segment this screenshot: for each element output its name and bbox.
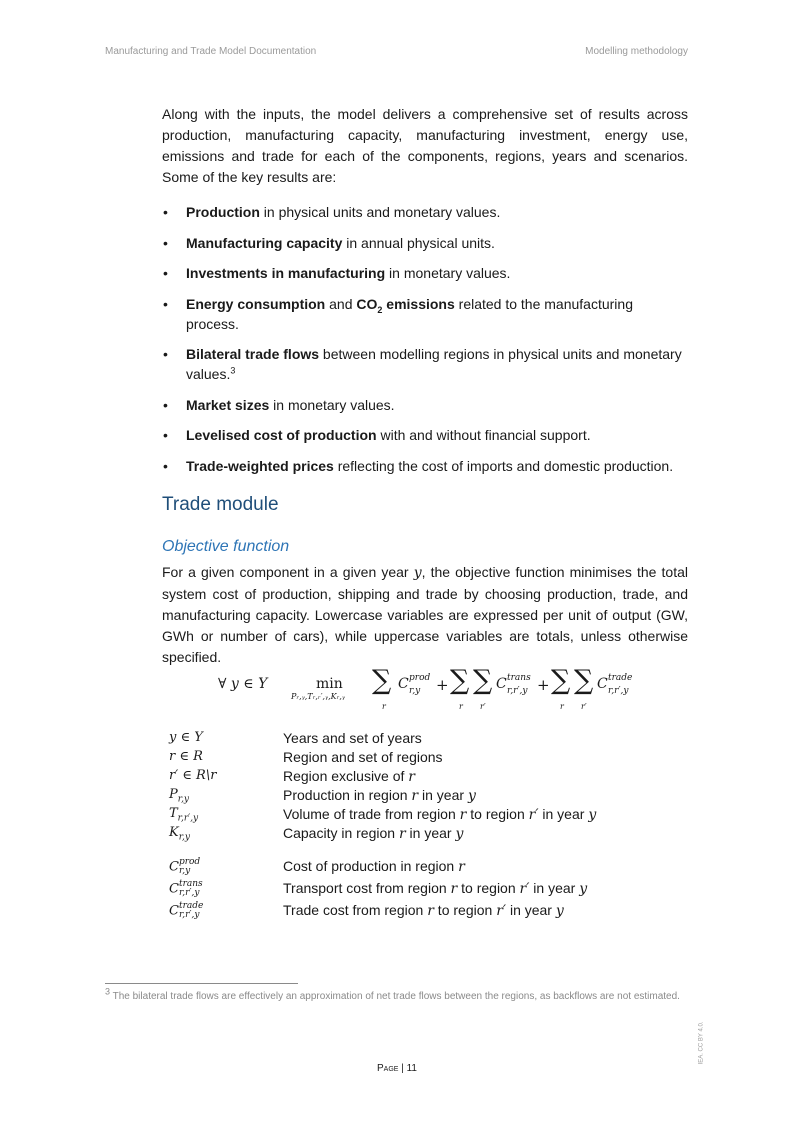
forall-clause: ∀ y ∈ Y [218,676,268,692]
definition-text: Years and set of years [283,730,422,746]
bullet-icon: • [163,265,168,281]
bullet-icon: • [163,396,168,413]
definition-text: Transport cost from region r to region r′ in year y [283,880,588,897]
list-item: • Levelised cost of production with and without financial support. [163,427,591,443]
sum-symbol: ∑ [551,665,571,696]
definition-symbol: Cprod r,y [169,857,201,876]
sum-index: r [560,702,564,711]
list-item: • Trade-weighted prices reflecting the cost of imports and domestic production. [163,457,674,474]
intro-paragraph: Along with the inputs, the model delivers a comprehensive set of results across production, manufacturing capacity, manufacturing investment, energy use, emissions and trade for each of the components, regions, years and scenarios. Some of the key results are: [162,106,688,185]
section-heading: Trade module [162,493,279,515]
definition-row [169,768,669,787]
definition-symbol: r′ ∈ R\r [169,768,217,783]
definition-row [169,749,669,768]
sum-index: r [382,702,386,711]
definition-text: Capacity in region r in year y [283,825,464,842]
min-variables: Pᵣ,ᵧ,Tᵣ,ᵣ′,ᵧ,Kᵣ,ᵧ [291,692,345,701]
sum-index: r [459,702,463,711]
definition-text: Production in region r in year y [283,787,476,804]
list-item: • Manufacturing capacity in annual physical units. [163,234,495,251]
bullet-icon: • [163,457,168,474]
cost-symbol: C [496,676,507,692]
definition-row [169,730,669,749]
objective-paragraph: For a given component in a given year y, the objective function minimises the total system cost of production, shipping and trade by choosing production, trade, and manufacturing capacity. Lowercase variables are expressed per unit of output (GW, GWh or number of cars), while uppercase variables are totals, unless otherwise specified. [162,563,688,665]
cost-subscript: r,y [409,686,421,696]
footnote-divider [105,983,298,984]
footnote-mark: 3 [105,986,111,997]
page-number: Page | 11 [377,1063,417,1074]
definition-row [169,858,669,880]
cost-superscript: prod [409,673,431,683]
definition-symbol: $K_{r,y}$ [169,825,190,843]
sum-symbol: ∑ [473,665,493,696]
plus-sign: + [537,676,550,694]
definition-symbol: $P_{r,y}$ [169,787,190,805]
main-content [162,104,688,668]
list-item: • Investments in manufacturing in monetary values. [163,265,511,281]
definition-row [169,787,669,806]
sum-symbol: ∑ [372,665,392,696]
cost-subscript: r,r′,y [507,686,528,696]
list-item: • Production in physical units and monetary values. [163,204,501,220]
min-operator: min [316,676,343,692]
list-item: • Energy consumption and $CO_2$ emissions related to the manufacturing process. [163,295,633,332]
sum-symbol: ∑ [450,665,470,696]
definition-symbol: r ∈ R [169,749,203,764]
footnote-text: The bilateral trade flows are effectively an approximation of net trade flows between the regions, as backflows are not estimated. [110,991,680,1002]
cost-symbol: C [398,676,409,692]
bullet-icon: • [163,346,168,362]
cost-symbol: C [597,676,608,692]
objective-formula [210,664,650,716]
subsection-heading: Objective function [162,537,290,555]
spacer [169,844,669,858]
sum-index: r′ [581,702,587,711]
definition-row [169,880,669,902]
definition-row [169,902,669,924]
definition-text: Trade cost from region r to region r′ in year y [283,902,564,919]
key-results-list [162,202,688,476]
bullet-icon: • [163,234,168,251]
bullet-icon: • [163,295,168,312]
variable-definitions [169,730,669,924]
header-chapter-title: Modelling methodology [585,46,688,57]
list-item: • Market sizes in monetary values. [163,396,395,413]
license-note: IEA. CC BY 4.0. [698,1021,705,1065]
cost-subscript: r,r′,y [608,686,629,696]
definition-row [169,825,669,844]
definition-symbol: y ∈ Y [169,730,203,745]
sum-index: r′ [480,702,486,711]
footnote-ref[interactable]: 3 [230,365,236,376]
cost-superscript: trade [608,673,633,683]
bullet-icon: • [163,204,168,220]
sum-symbol: ∑ [574,665,594,696]
definition-symbol: Ctrade r,r′,y [169,901,204,920]
bullet-icon: • [163,427,168,443]
plus-sign: + [436,676,449,694]
definition-symbol: $T_{r,r',y}$ [169,806,199,824]
list-item: • Bilateral trade flows between modelling regions in physical units and monetary values.$^3$ [163,346,682,382]
definition-text: Volume of trade from region r to region r′ in year y [283,806,597,823]
definition-text: Region and set of regions [283,749,443,765]
definition-text: Region exclusive of r [283,768,415,785]
definition-row [169,806,669,825]
cost-superscript: trans [507,673,531,683]
footnote [105,986,689,1003]
header-document-title: Manufacturing and Trade Model Documentation [105,46,317,57]
definition-text: Cost of production in region r [283,858,465,875]
definition-symbol: Ctrans r,r′,y [169,879,203,898]
